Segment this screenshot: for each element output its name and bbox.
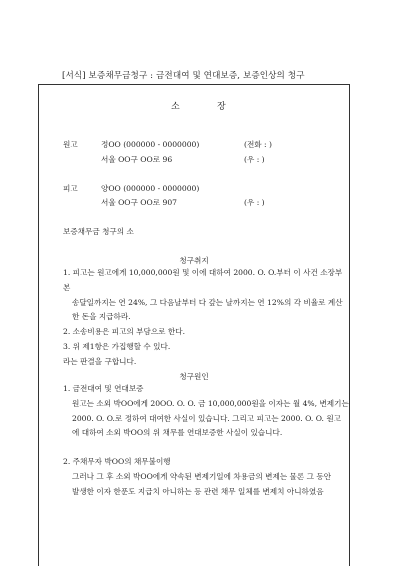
document-title-part-1: 소 bbox=[171, 102, 180, 112]
cause-line: 발생한 이자 한푼도 지급치 아니하는 등 관련 채무 일체를 변제치 아니하였음 bbox=[72, 486, 324, 496]
plaintiff-role: 원고 bbox=[63, 140, 78, 149]
defendant-zip: (우 : ) bbox=[244, 198, 265, 207]
claim-line: 1. 피고는 원고에게 10,000,000원 및 이에 대하여 2000. O. O.부터 이 사건 소장부본 bbox=[63, 268, 343, 292]
defendant-name: 양OO (000000 - 0000000) bbox=[101, 184, 200, 193]
claim-line: 2. 소송비용은 피고의 부담으로 한다. bbox=[63, 327, 186, 337]
claim-heading: 청구취지 bbox=[179, 256, 209, 265]
cause-line: 2000. O. O.로 정하여 대여한 사실이 있습니다. 그리고 피고는 2000. O. O. 원고 bbox=[72, 413, 342, 423]
plaintiff-address: 서울 OO구 OO로 96 bbox=[101, 155, 173, 164]
cause-line: 1. 금전대여 및 연대보증 bbox=[63, 384, 144, 393]
cause-line: 에 대하여 소외 박OO의 위 채무를 연대보증한 사실이 있습니다. bbox=[72, 428, 283, 438]
cause-line: 그러나 그 후 소외 박OO에게 약속된 변제기일에 차용금의 변제는 물론 그 동안 bbox=[72, 471, 332, 481]
cause-heading: 청구원인 bbox=[179, 372, 209, 381]
claim-line: 라는 판결을 구합니다. bbox=[63, 356, 137, 366]
claim-line: 송달일까지는 연 24%, 그 다음날부터 다 갚는 날까지는 연 12%의 각 비율로 계산 bbox=[72, 297, 343, 307]
defendant-address: 서울 OO구 OO로 907 bbox=[101, 198, 177, 207]
causes-section bbox=[63, 382, 349, 500]
case-name: 보증채무금 청구의 소 bbox=[63, 227, 134, 236]
document-header: [서식] 보증채무금청구 : 금전대여 및 연대보증, 보증인상의 청구 bbox=[62, 71, 305, 81]
cause-line: 2. 주채무자 박OO의 채무불이행 bbox=[63, 457, 171, 467]
document-title-part-2: 장 bbox=[217, 102, 226, 112]
plaintiff-name: 정OO (000000 - 0000000) bbox=[101, 140, 200, 149]
plaintiff-zip: (우 : ) bbox=[244, 155, 265, 164]
complaint-form bbox=[38, 84, 350, 566]
claim-line: 3. 위 제1항은 가집행할 수 있다. bbox=[63, 341, 171, 351]
claim-line: 한 돈을 지급하라. bbox=[72, 312, 131, 322]
cause-line: 원고는 소외 박OO에게 20OO. O. O. 금 10,000,000원을 이자는 월 4%, 변제기는 bbox=[72, 398, 349, 408]
defendant-role: 피고 bbox=[63, 184, 78, 193]
claims-section bbox=[63, 266, 349, 370]
plaintiff-phone: (전화 : ) bbox=[244, 140, 272, 149]
